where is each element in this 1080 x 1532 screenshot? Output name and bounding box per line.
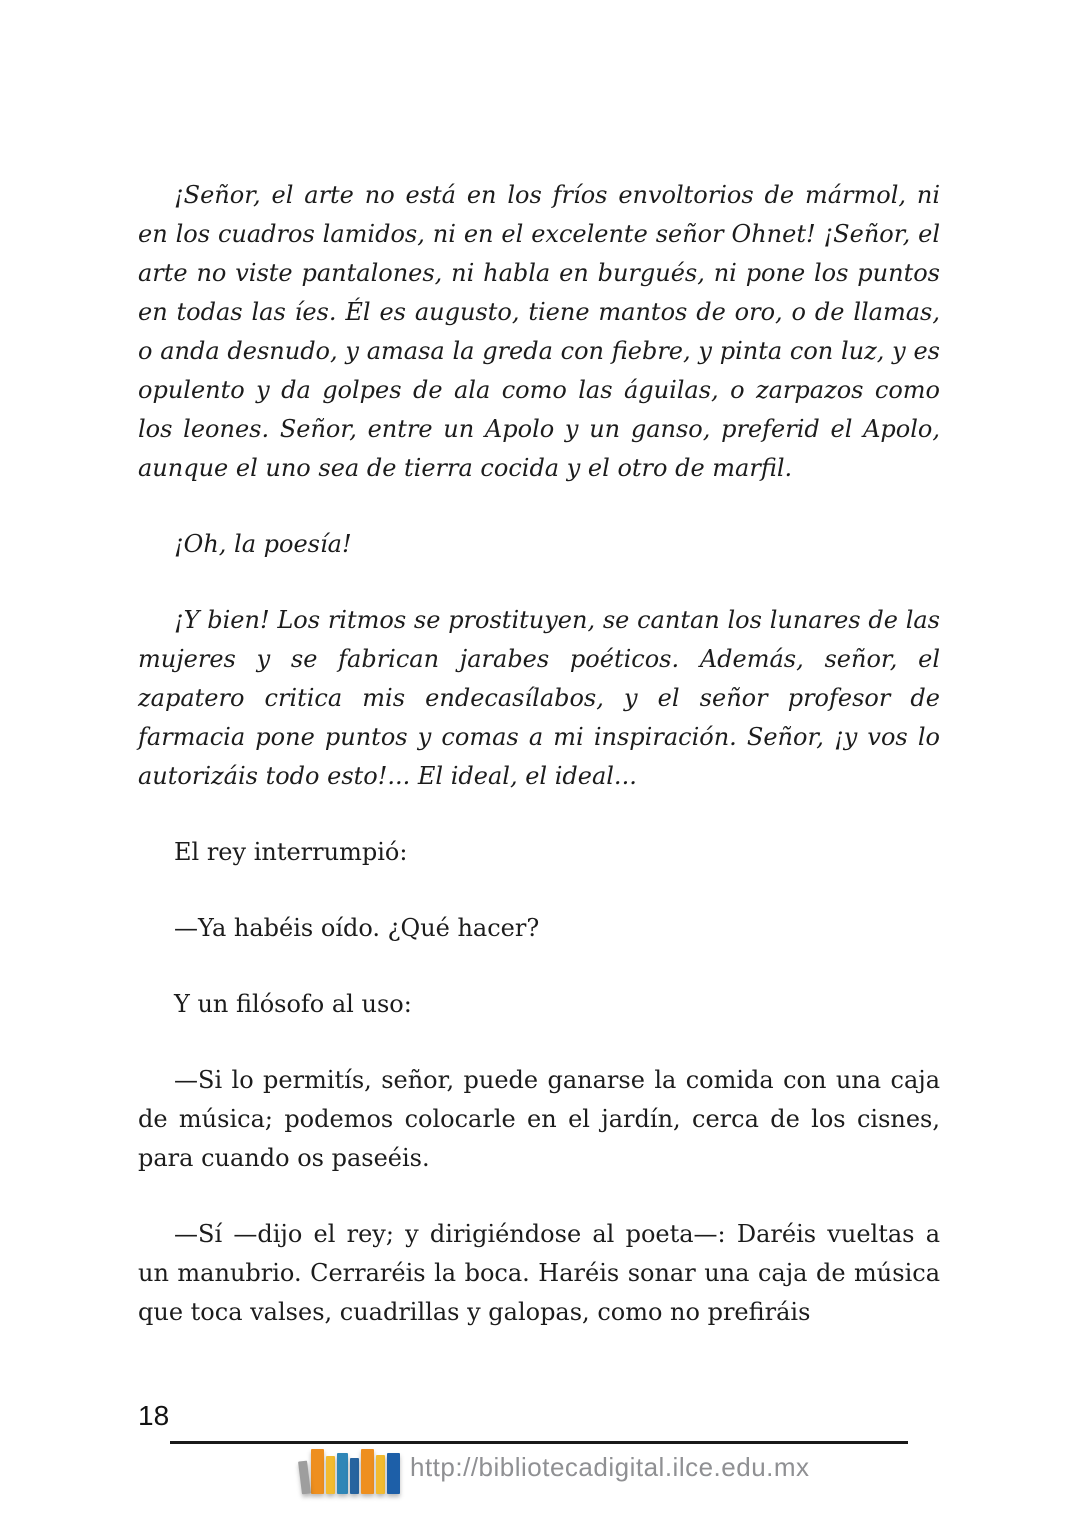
paragraph: El rey interrumpió: xyxy=(174,838,408,866)
book-spine-icon xyxy=(337,1453,349,1494)
page-text-block xyxy=(138,176,940,1369)
paragraph: Y un filósofo al uso: xyxy=(174,990,412,1018)
ilce-books-logo-icon xyxy=(300,1448,400,1494)
paragraph: ¡Oh, la poesía! xyxy=(174,530,352,558)
page-footer xyxy=(0,1395,1080,1532)
paragraph: ¡Y bien! Los ritmos se prostituyen, se cantan los lunares de las mujeres y se fabrican jarabes poéticos. Además, señor, el zapatero critica mis endecasílabos, y el señor profesor de farmacia pone puntos y comas a mi inspiración. Señor, ¡y vos lo autorizáis todo esto!... El ideal, el ideal... xyxy=(138,606,940,790)
book-spine-icon xyxy=(387,1453,400,1494)
book-spine-icon xyxy=(350,1458,359,1494)
paragraph: —Ya habéis oído. ¿Qué hacer? xyxy=(174,914,540,942)
paragraph: —Si lo permitís, señor, puede ganarse la comida con una caja de música; podemos colocarle en el jardín, cerca de los cisnes, para cuando os paseéis. xyxy=(138,1066,940,1172)
book-spine-icon xyxy=(361,1449,374,1494)
page-number: 18 xyxy=(138,1400,170,1431)
paragraph: —Sí —dijo el rey; y dirigiéndose al poeta—: Daréis vueltas a un manubrio. Cerraréis la boca. Haréis sonar una caja de música que toca valses, cuadrillas y galopas, como no prefiráis xyxy=(138,1220,940,1326)
footer-divider-line xyxy=(170,1441,908,1444)
book-spine-icon xyxy=(311,1449,324,1494)
book-spine-icon xyxy=(298,1461,311,1495)
footer-url: http://bibliotecadigital.ilce.edu.mx xyxy=(410,1452,810,1482)
book-spine-icon xyxy=(376,1455,385,1494)
paragraph: ¡Señor, el arte no está en los fríos envoltorios de mármol, ni en los cuadros lamidos, ni en el excelente señor Ohnet! ¡Señor, el arte no viste pantalones, ni habla en burgués, ni pone los puntos en todas las íes. Él es augusto, tiene mantos de oro, o de llamas, o anda desnudo, y amasa la greda con fiebre, y pinta con luz, y es opulento y da golpes de ala como las águilas, o zarpazos como los leones. Señor, entre un Apolo y un ganso, preferid el Apolo, aunque el uno sea de tierra cocida y el otro de marfil. xyxy=(138,181,940,482)
book-spine-icon xyxy=(326,1456,335,1494)
